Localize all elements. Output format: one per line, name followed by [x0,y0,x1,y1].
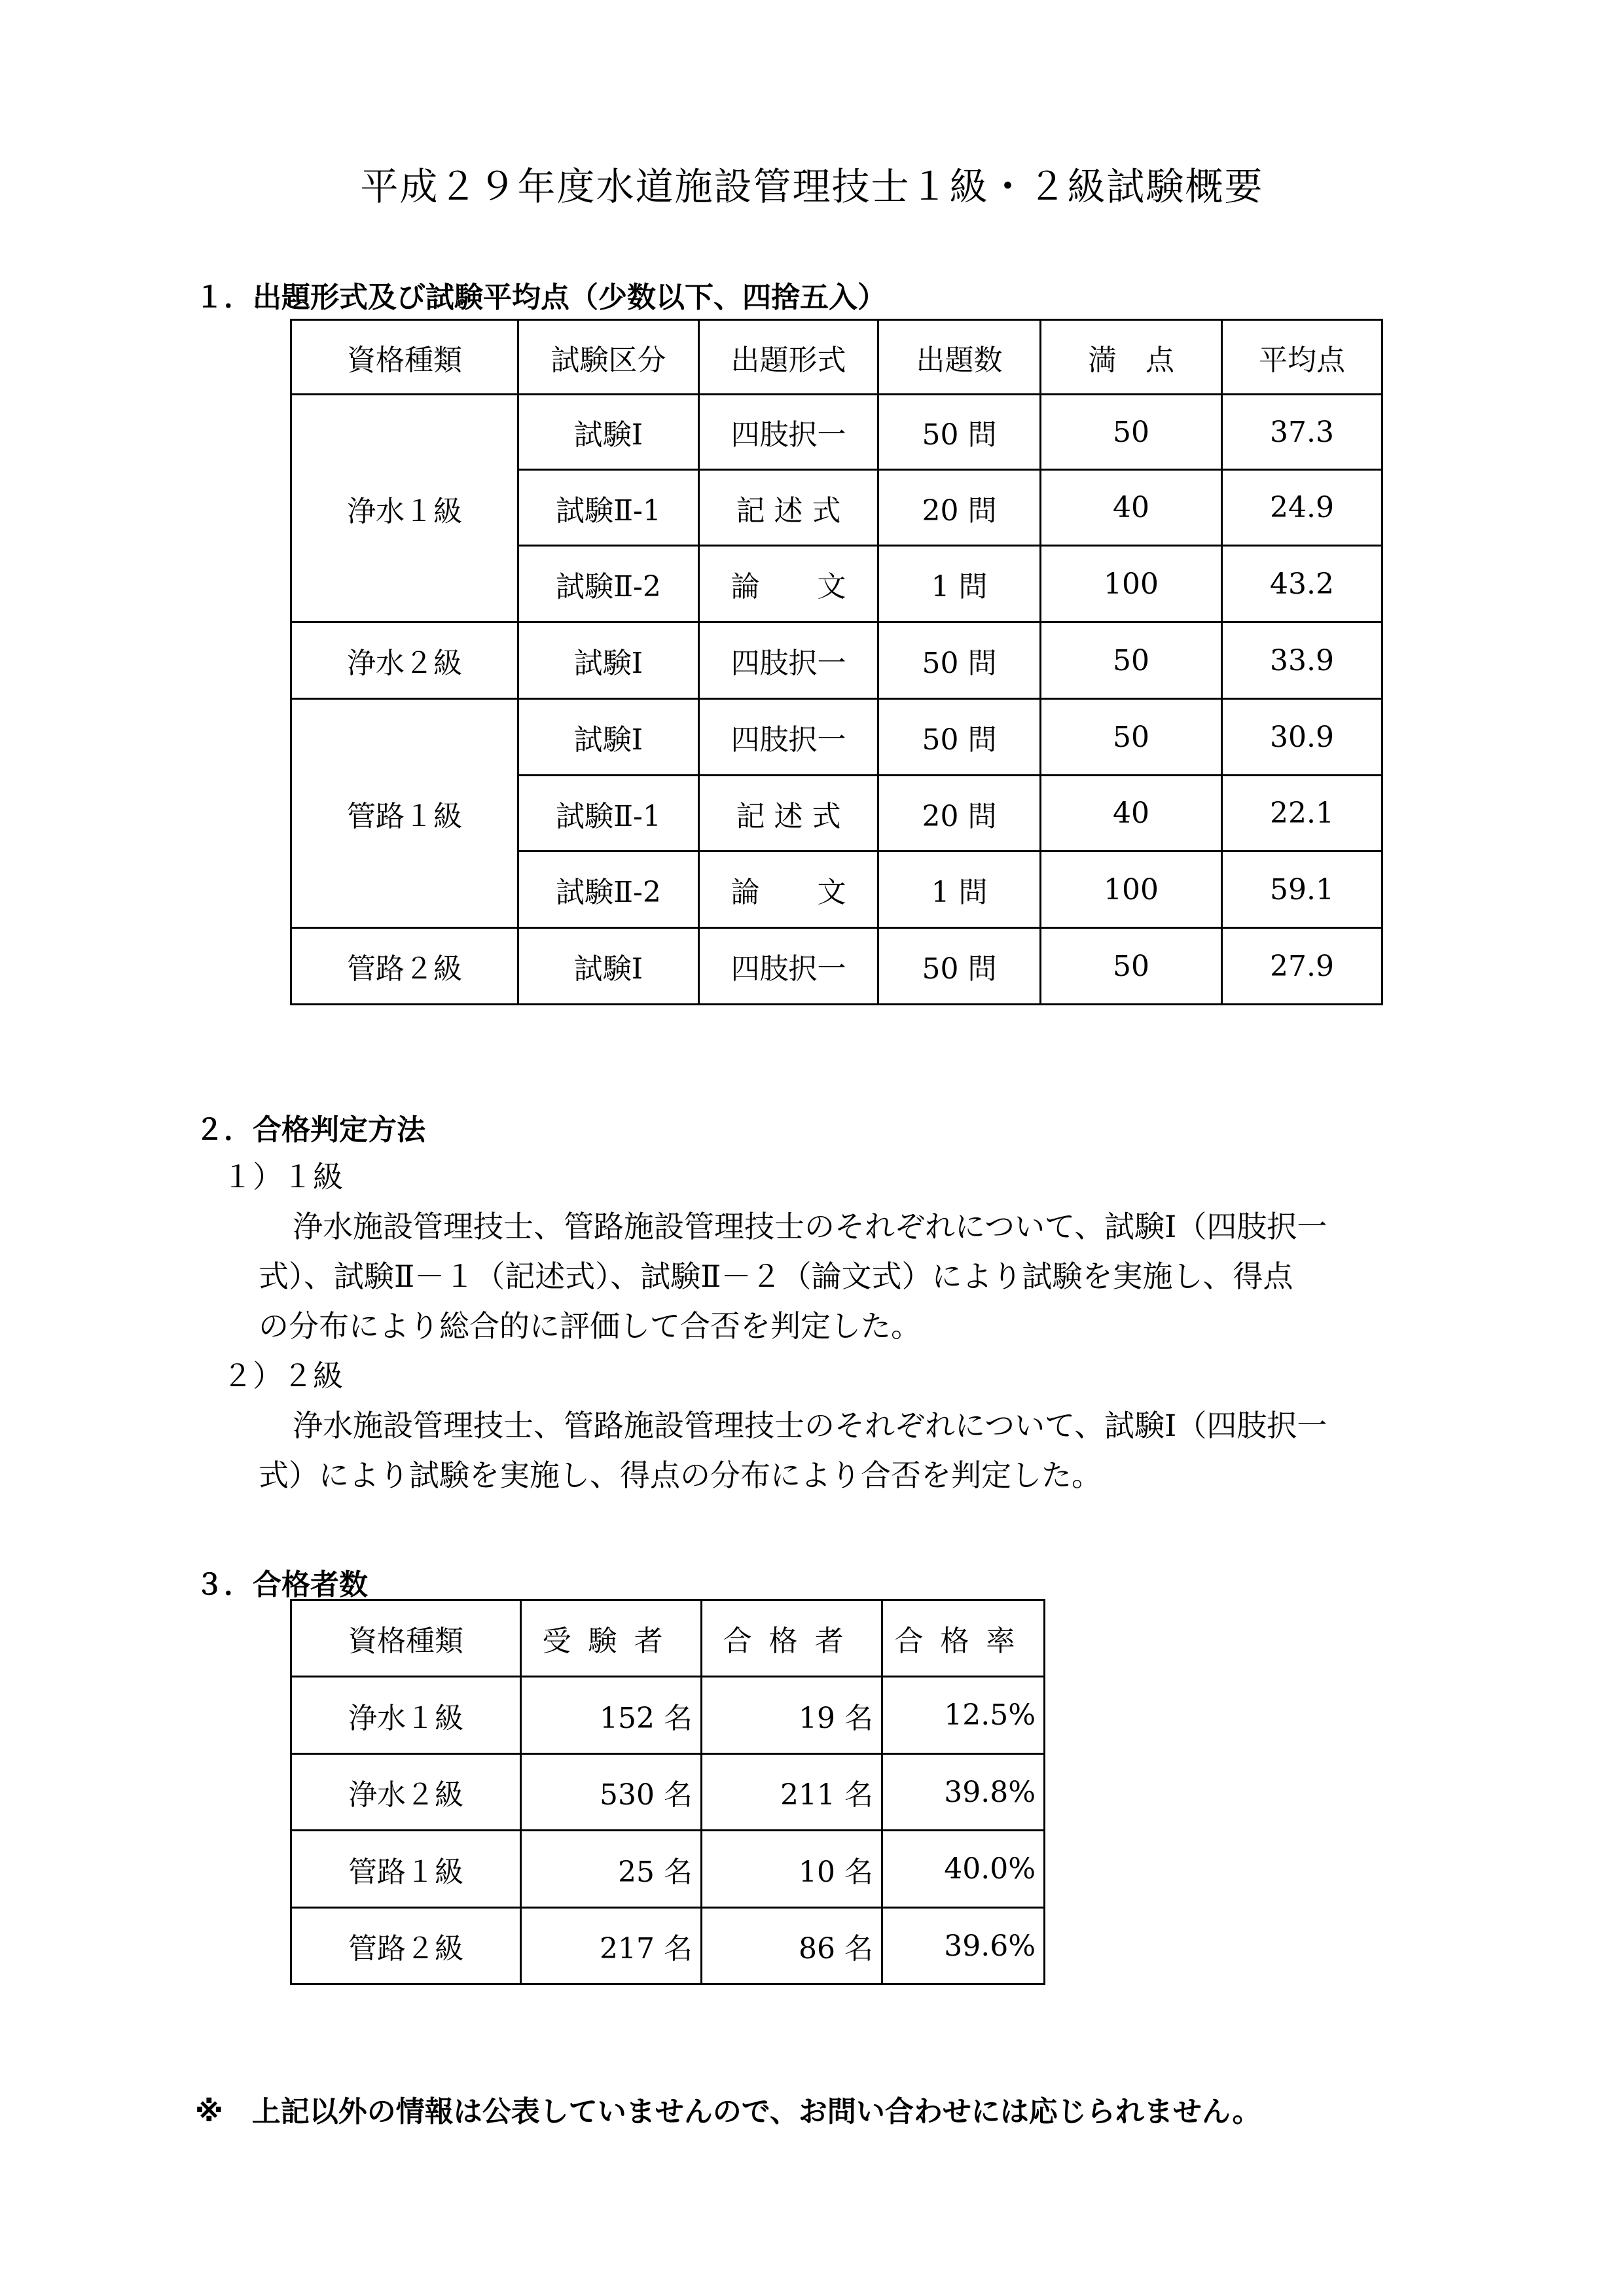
full-score-cell: 50 [1041,928,1222,1005]
exam-cell: 試験Ⅰ [518,699,699,776]
average-cell: 33.9 [1222,622,1382,699]
document-title: 平成２９年度水道施設管理技士１級・２級試験概要 [360,164,1264,209]
header-qualification: 資格種類 [291,1600,521,1677]
section2-sub1-line1: 浄水施設管理技士、管路施設管理技士のそれぞれについて、試験Ⅰ（四肢択一 [293,1209,1327,1244]
passed-cell: 10 名 [702,1831,882,1908]
table-header-row [291,1600,1045,1677]
section3-heading: ３．合格者数 [195,1568,368,1602]
qualification-cell: 管路２級 [291,1908,521,1984]
format-cell: 記 述 式 [699,776,878,852]
pass-rate-cell: 12.5% [882,1677,1045,1754]
qualification-cell: 浄水１級 [291,1677,521,1754]
qualification-cell: 浄水２級 [291,622,518,699]
header-examinees: 受験者 [521,1600,702,1677]
count-cell: 20 問 [878,776,1041,852]
section2-sub1-label: １）１級 [223,1159,343,1194]
section2-sub2-line2: 式）により試験を実施し、得点の分布により合否を判定した。 [259,1458,1102,1493]
header-average: 平均点 [1222,320,1382,395]
table-row [291,699,1382,776]
qualification-cell: 管路１級 [291,699,518,928]
table-row [291,395,1382,470]
exam-cell: 試験Ⅱ-1 [518,776,699,852]
table-row [291,1908,1045,1984]
count-cell: 20 問 [878,470,1041,546]
format-cell: 記 述 式 [699,470,878,546]
table-row [291,1754,1045,1831]
examinees-cell: 152 名 [521,1677,702,1754]
passed-cell: 19 名 [702,1677,882,1754]
header-full-score: 満 点 [1041,320,1222,395]
exam-cell: 試験Ⅱ-1 [518,470,699,546]
header-pass-rate: 合格率 [882,1600,1045,1677]
examinees-cell: 530 名 [521,1754,702,1831]
count-cell: 50 問 [878,622,1041,699]
table-row [291,1831,1045,1908]
full-score-cell: 100 [1041,546,1222,622]
section2-heading: ２．合格判定方法 [195,1113,425,1147]
qualification-cell: 管路２級 [291,928,518,1005]
exam-format-table [290,319,1383,1005]
table-row [291,928,1382,1005]
average-cell: 30.9 [1222,699,1382,776]
format-cell: 四肢択一 [699,395,878,470]
full-score-cell: 40 [1041,470,1222,546]
examinees-cell: 25 名 [521,1831,702,1908]
pass-rate-cell: 39.6% [882,1908,1045,1984]
full-score-cell: 50 [1041,699,1222,776]
format-cell: 論 文 [699,852,878,928]
header-count: 出題数 [878,320,1041,395]
pass-count-table [290,1599,1045,1985]
average-cell: 27.9 [1222,928,1382,1005]
header-qualification: 資格種類 [291,320,518,395]
qualification-cell: 浄水２級 [291,1754,521,1831]
section1-heading: １．出題形式及び試験平均点（少数以下、四捨五入） [195,281,886,314]
table-row [291,622,1382,699]
full-score-cell: 40 [1041,776,1222,852]
section2-sub2-line1: 浄水施設管理技士、管路施設管理技士のそれぞれについて、試験Ⅰ（四肢択一 [293,1408,1327,1443]
full-score-cell: 100 [1041,852,1222,928]
exam-cell: 試験Ⅱ-2 [518,852,699,928]
count-cell: 1 問 [878,546,1041,622]
table-row [291,1677,1045,1754]
pass-rate-cell: 39.8% [882,1754,1045,1831]
section2-sub1-line3: の分布により総合的に評価して合否を判定した。 [259,1308,921,1344]
header-exam: 試験区分 [518,320,699,395]
table-header-row [291,320,1382,395]
exam-cell: 試験Ⅰ [518,622,699,699]
qualification-cell: 管路１級 [291,1831,521,1908]
average-cell: 43.2 [1222,546,1382,622]
average-cell: 59.1 [1222,852,1382,928]
disclaimer-note: ※ 上記以外の情報は公表していませんので、お問い合わせには応じられません。 [195,2095,1261,2128]
exam-cell: 試験Ⅱ-2 [518,546,699,622]
average-cell: 22.1 [1222,776,1382,852]
passed-cell: 211 名 [702,1754,882,1831]
section2-sub2-label: ２）２級 [223,1358,343,1393]
header-passed: 合格者 [702,1600,882,1677]
average-cell: 37.3 [1222,395,1382,470]
passed-cell: 86 名 [702,1908,882,1984]
format-cell: 四肢択一 [699,622,878,699]
average-cell: 24.9 [1222,470,1382,546]
count-cell: 50 問 [878,699,1041,776]
header-format: 出題形式 [699,320,878,395]
qualification-cell: 浄水１級 [291,395,518,622]
count-cell: 50 問 [878,928,1041,1005]
full-score-cell: 50 [1041,395,1222,470]
examinees-cell: 217 名 [521,1908,702,1984]
exam-cell: 試験Ⅰ [518,395,699,470]
count-cell: 1 問 [878,852,1041,928]
format-cell: 論 文 [699,546,878,622]
full-score-cell: 50 [1041,622,1222,699]
format-cell: 四肢択一 [699,928,878,1005]
exam-cell: 試験Ⅰ [518,928,699,1005]
pass-rate-cell: 40.0% [882,1831,1045,1908]
section2-sub1-line2: 式）、試験Ⅱ－１（記述式）、試験Ⅱ－２（論文式）により試験を実施し、得点 [259,1259,1293,1294]
count-cell: 50 問 [878,395,1041,470]
format-cell: 四肢択一 [699,699,878,776]
